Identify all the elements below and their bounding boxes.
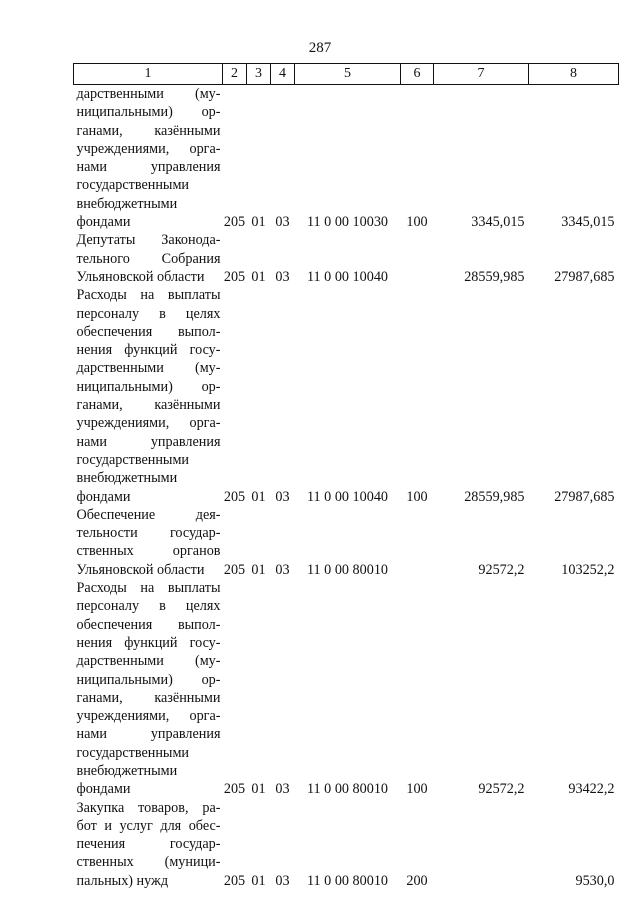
row-description	[74, 579, 223, 799]
amount-col-7	[434, 799, 529, 890]
table-row	[74, 506, 619, 579]
expense-type: 100	[406, 214, 428, 231]
description-line: Закупка товаров, ра-	[76, 799, 221, 816]
description-line: бот и услуг для обес-	[76, 817, 221, 834]
amount-col-8: 3345,015	[561, 214, 615, 231]
table-body	[74, 85, 619, 891]
description-line: печения государ-	[76, 836, 221, 853]
table-row	[74, 85, 619, 232]
code-4: 03	[275, 488, 290, 505]
description-line: нения функций госу-	[76, 634, 221, 651]
description-line: пальных) нужд	[76, 872, 169, 889]
amount-col-7: 28559,985	[464, 488, 525, 505]
description-line: внебюджетными	[76, 195, 178, 212]
description-line: ганами, казёнными	[76, 689, 221, 706]
header-col-2: 2	[223, 64, 247, 85]
description-line: Обеспечение дея-	[76, 506, 221, 523]
description-line: дарственными (му-	[76, 653, 221, 670]
table-header	[74, 64, 619, 85]
target-code: 11 0 00 10040	[306, 268, 389, 285]
description-line: тельного Собрания	[76, 250, 221, 267]
code-2: 205	[223, 872, 246, 889]
row-description	[74, 85, 223, 232]
description-line: фондами	[76, 781, 131, 798]
budget-table	[73, 63, 619, 890]
target-code: 11 0 00 10030	[306, 214, 389, 231]
table-row	[74, 579, 619, 799]
amount-col-7: 28559,985	[464, 268, 525, 285]
description-line: персоналу в целях	[76, 305, 221, 322]
row-description	[74, 799, 223, 890]
code-2: 205	[223, 561, 246, 578]
description-line: внебюджетными	[76, 470, 178, 487]
description-line: ганами, казёнными	[76, 122, 221, 139]
amount-col-7: 92572,2	[478, 561, 525, 578]
target-code: 11 0 00 10040	[306, 488, 389, 505]
amount-col-8: 103252,2	[561, 561, 615, 578]
description-line: государственными	[76, 177, 190, 194]
expense-type: 200	[406, 872, 428, 889]
code-4: 03	[275, 561, 290, 578]
description-line: обеспечения выпол-	[76, 323, 221, 340]
code-4: 03	[275, 214, 290, 231]
code-3: 01	[251, 561, 266, 578]
description-line: государственными	[76, 451, 190, 468]
description-line: учреждениями, орга-	[76, 140, 221, 157]
expense-type	[401, 231, 434, 286]
target-code: 11 0 00 80010	[306, 872, 389, 889]
code-3: 01	[251, 268, 266, 285]
description-line: внебюджетными	[76, 762, 178, 779]
code-2: 205	[223, 488, 246, 505]
expense-type: 100	[406, 488, 428, 505]
code-4: 03	[275, 268, 290, 285]
code-2: 205	[223, 214, 246, 231]
description-line: ниципальными) ор-	[76, 104, 221, 121]
target-code: 11 0 00 80010	[306, 781, 389, 798]
expense-type	[401, 506, 434, 579]
description-line: ственных органов	[76, 543, 221, 560]
amount-col-8: 9530,0	[575, 872, 615, 889]
code-3: 01	[251, 488, 266, 505]
code-3: 01	[251, 781, 266, 798]
header-col-6: 6	[401, 64, 434, 85]
row-description	[74, 231, 223, 286]
table-row	[74, 799, 619, 890]
description-line: ниципальными) ор-	[76, 671, 221, 688]
code-3: 01	[251, 214, 266, 231]
code-4: 03	[275, 872, 290, 889]
description-line: обеспечения выпол-	[76, 616, 221, 633]
target-code: 11 0 00 80010	[306, 561, 389, 578]
row-description	[74, 506, 223, 579]
description-line: Ульяновской области	[76, 561, 205, 578]
expense-type: 100	[406, 781, 428, 798]
description-line: нами управления	[76, 159, 221, 176]
description-line: учреждениями, орга-	[76, 708, 221, 725]
description-line: ганами, казёнными	[76, 397, 221, 414]
page-number: 287	[308, 40, 332, 56]
header-col-4: 4	[271, 64, 295, 85]
amount-col-8: 27987,685	[554, 488, 615, 505]
description-line: Ульяновской области	[76, 268, 205, 285]
header-col-7: 7	[434, 64, 529, 85]
description-line: фондами	[76, 214, 131, 231]
header-col-3: 3	[247, 64, 271, 85]
code-4: 03	[275, 781, 290, 798]
table-row	[74, 286, 619, 506]
description-line: дарственными (му-	[76, 86, 221, 102]
description-line: нами управления	[76, 726, 221, 743]
description-line: ственных (муници-	[76, 854, 221, 871]
amount-col-7: 92572,2	[478, 781, 525, 798]
row-description	[74, 286, 223, 506]
table-row	[74, 231, 619, 286]
description-line: нами управления	[76, 433, 221, 450]
description-line: Расходы на выплаты	[76, 580, 221, 597]
header-col-5: 5	[295, 64, 401, 85]
amount-col-8: 27987,685	[554, 268, 615, 285]
code-2: 205	[223, 781, 246, 798]
description-line: нения функций госу-	[76, 342, 221, 359]
header-col-8: 8	[529, 64, 619, 85]
code-2: 205	[223, 268, 246, 285]
amount-col-7: 3345,015	[471, 214, 525, 231]
description-line: фондами	[76, 488, 131, 505]
description-line: учреждениями, орга-	[76, 415, 221, 432]
description-line: Депутаты Законода-	[76, 232, 221, 249]
description-line: тельности государ-	[76, 525, 221, 542]
header-col-1: 1	[74, 64, 223, 85]
code-3: 01	[251, 872, 266, 889]
description-line: Расходы на выплаты	[76, 287, 221, 304]
description-line: персоналу в целях	[76, 598, 221, 615]
description-line: государственными	[76, 744, 190, 761]
amount-col-8: 93422,2	[568, 781, 615, 798]
description-line: ниципальными) ор-	[76, 378, 221, 395]
description-line: дарственными (му-	[76, 360, 221, 377]
